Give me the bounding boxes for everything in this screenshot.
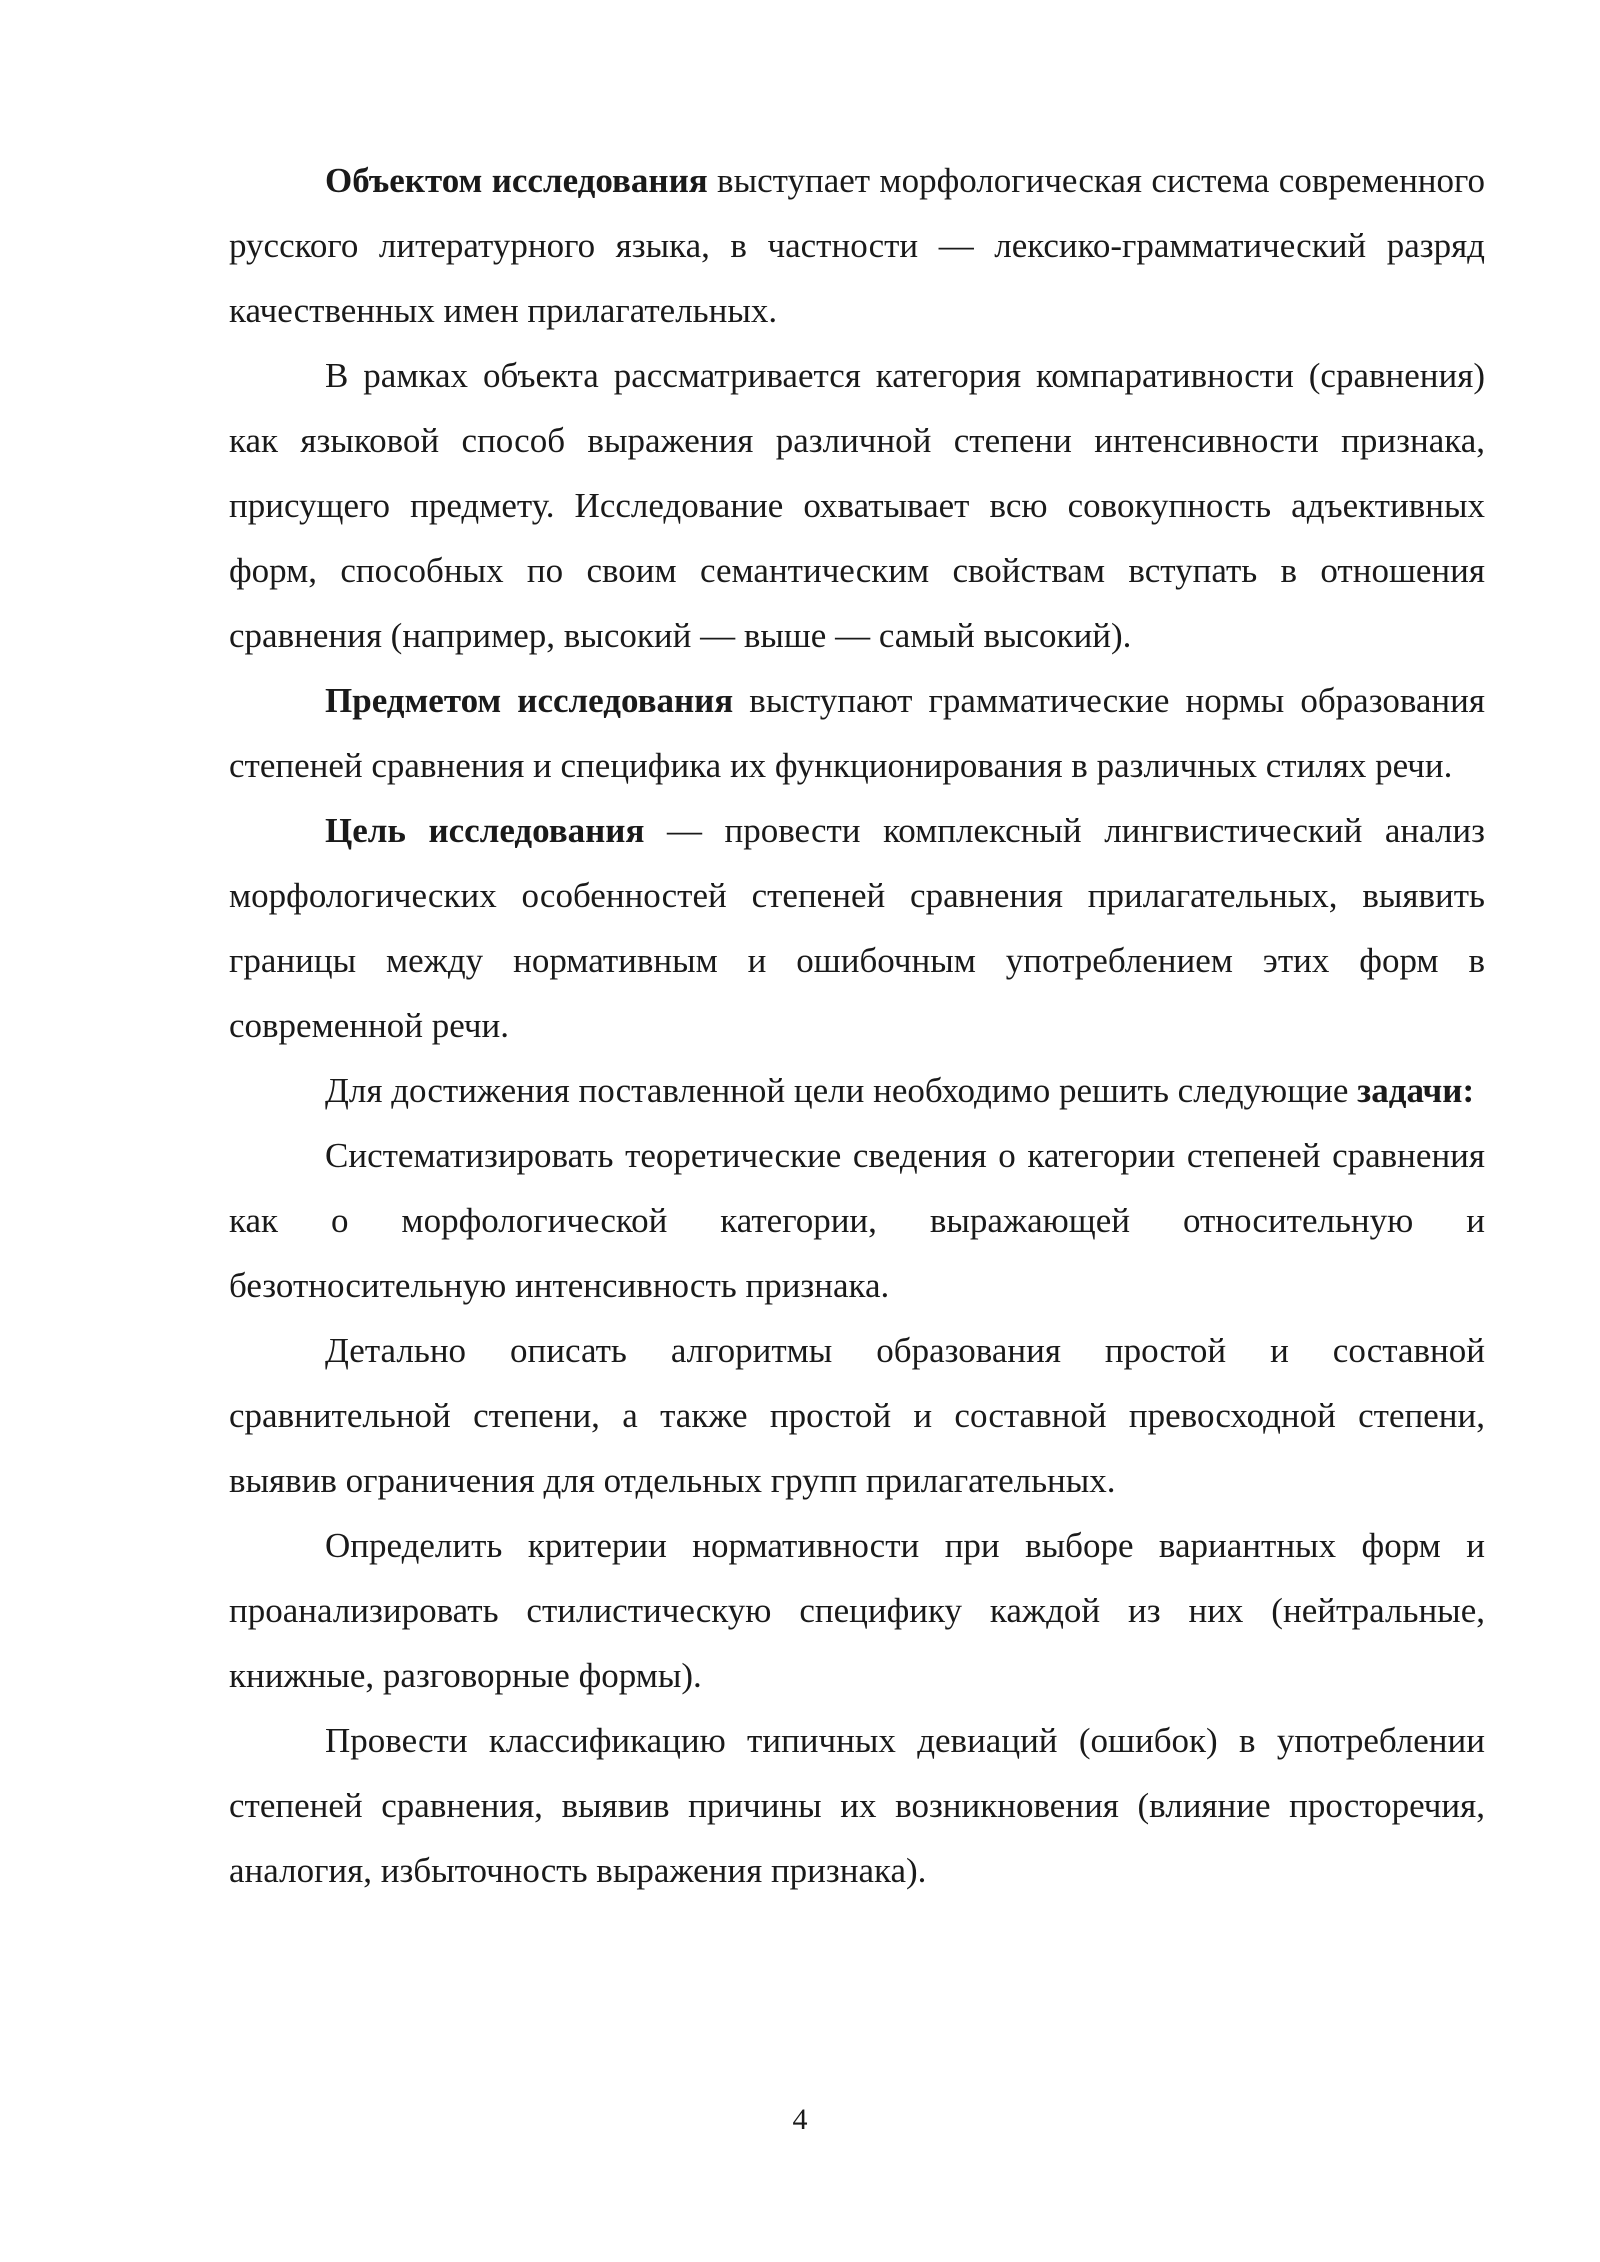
task-item-1 bbox=[229, 1123, 1485, 1318]
paragraph-text: — провести комплексный лингвистический анализ морфологических особенностей степеней сравнения прилагательных, выявить границы между нормативным и ошибочным употреблением этих форм в современной речи. bbox=[229, 811, 1485, 1045]
paragraph-scope bbox=[229, 343, 1485, 668]
term-goal: Цель исследования bbox=[325, 811, 645, 850]
paragraph-tasks-intro bbox=[229, 1058, 1485, 1123]
paragraph-text: Систематизировать теоретические сведения о категории степеней сравнения как о морфологической категории, выражающей относительную и безотносительную интенсивность признака. bbox=[229, 1136, 1485, 1305]
paragraph-text: Детально описать алгоритмы образования простой и составной сравнительной степени, а также простой и составной превосходной степени, выявив ограничения для отдельных групп прилагательных. bbox=[229, 1331, 1485, 1500]
task-item-4 bbox=[229, 1708, 1485, 1903]
task-item-2 bbox=[229, 1318, 1485, 1513]
paragraph-subject bbox=[229, 668, 1485, 798]
term-object: Объектом исследования bbox=[325, 161, 708, 200]
paragraph-text: Провести классификацию типичных девиаций (ошибок) в употреблении степеней сравнения, выявив причины их возникновения (влияние просторечия, аналогия, избыточность выражения признака). bbox=[229, 1721, 1485, 1890]
paragraph-text: В рамках объекта рассматривается категория компаративности (сравнения) как языковой способ выражения различной степени интенсивности признака, присущего предмету. Исследование охватывает всю совокупность адъективных форм, способных по своим семантическим свойствам вступать в отношения сравнения (например, высокий — выше — самый высокий). bbox=[229, 356, 1485, 655]
task-item-3 bbox=[229, 1513, 1485, 1708]
paragraph-text: выступают грамматические нормы образования степеней сравнения и специфика их функционирования в различных стилях речи. bbox=[229, 681, 1485, 785]
page-number: 4 bbox=[792, 2103, 808, 2136]
body-text bbox=[229, 148, 1485, 1903]
term-subject: Предметом исследования bbox=[325, 681, 734, 720]
paragraph-text: Для достижения поставленной цели необходимо решить следующие bbox=[325, 1071, 1358, 1110]
term-tasks: задачи: bbox=[1357, 1071, 1475, 1110]
paragraph-object bbox=[229, 148, 1485, 343]
paragraph-text: Определить критерии нормативности при выборе вариантных форм и проанализировать стилистическую специфику каждой из них (нейтральные, книжные, разговорные формы). bbox=[229, 1526, 1485, 1695]
paragraph-text: выступает морфологическая система современного русского литературного языка, в частности — лексико-грамматический разряд качественных имен прилагательных. bbox=[229, 161, 1486, 330]
paragraph-goal bbox=[229, 798, 1485, 1058]
